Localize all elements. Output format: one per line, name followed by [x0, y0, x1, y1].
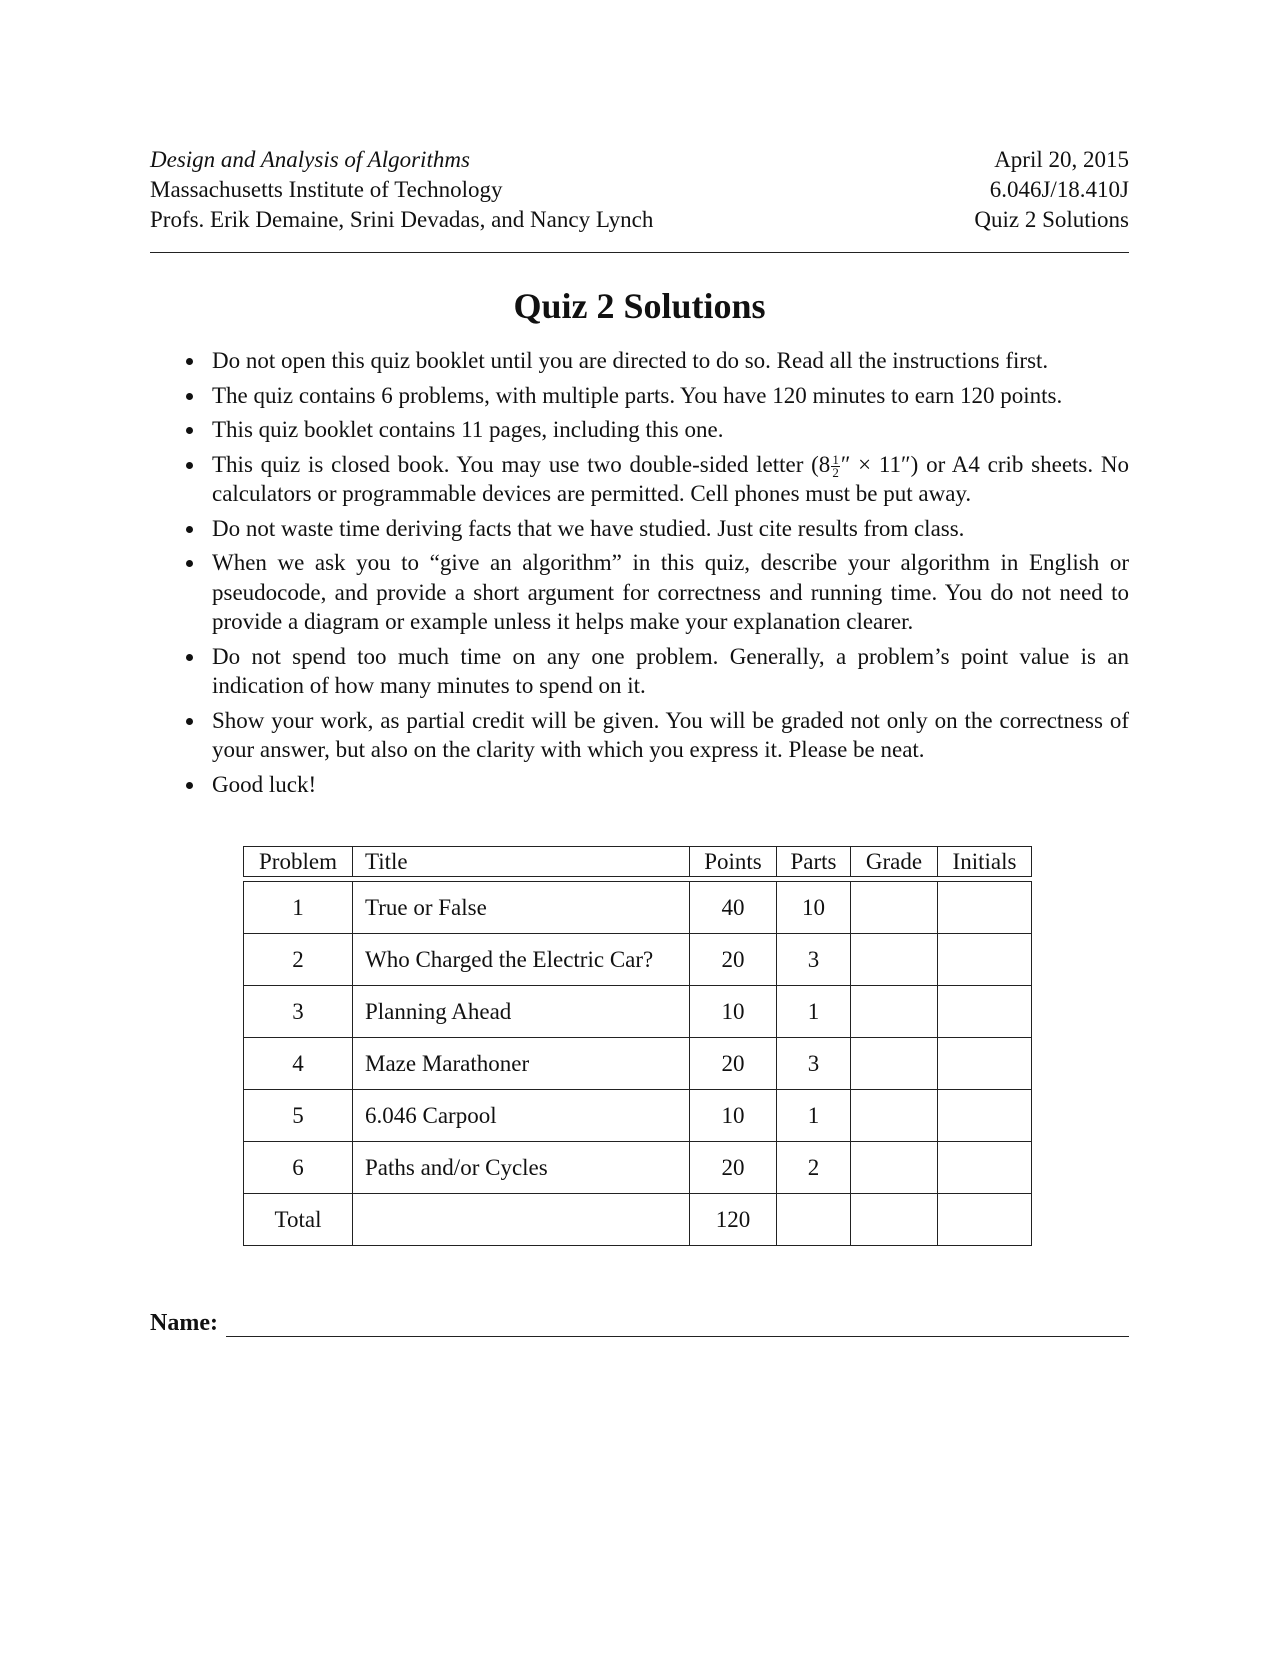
col-header-problem: Problem — [243, 846, 352, 877]
cell-initials — [937, 1194, 1032, 1246]
cell-title: 6.046 Carpool — [352, 1090, 689, 1142]
header-divider — [150, 252, 1129, 253]
bullet-icon — [186, 560, 193, 567]
cell-problem: Total — [243, 1194, 352, 1246]
course-number: 6.046J/18.410J — [989, 177, 1129, 202]
header-row-1 — [150, 145, 1129, 175]
grading-table-body — [243, 881, 1032, 1246]
cell-grade — [850, 881, 937, 934]
instruction-item — [180, 770, 1129, 800]
total-row — [243, 1194, 1032, 1246]
grading-table-header — [243, 846, 1032, 881]
bullet-icon — [186, 462, 193, 469]
cell-problem: 6 — [243, 1142, 352, 1194]
cell-title: Who Charged the Electric Car? — [352, 934, 689, 986]
col-header-points: Points — [689, 846, 776, 877]
instructions-list — [180, 346, 1129, 804]
cell-title: Maze Marathoner — [352, 1038, 689, 1090]
header-row — [243, 846, 1032, 877]
col-header-grade: Grade — [850, 846, 937, 877]
cell-problem: 5 — [243, 1090, 352, 1142]
instruction-item — [180, 548, 1129, 637]
cell-grade — [850, 1090, 937, 1142]
instruction-item — [180, 450, 1129, 509]
cell-parts: 1 — [776, 986, 850, 1038]
cell-initials — [937, 1090, 1032, 1142]
cell-title — [352, 1194, 689, 1246]
table-row — [243, 934, 1032, 986]
instruction-text-before: This quiz is closed book. You may use two double-sided letter (8 — [212, 451, 831, 477]
cell-points: 20 — [689, 934, 776, 986]
instruction-text: Show your work, as partial credit will be given. You will be graded not only on the correctness of your answer, but also on the clarity with which you express it. Please be neat. — [212, 707, 1129, 762]
instruction-item — [180, 346, 1129, 376]
course-name: Design and Analysis of Algorithms — [150, 147, 470, 172]
name-label: Name: — [150, 1310, 218, 1336]
instruction-text-after: ″ × 11″) or A4 crib sheets. No calculators or programmable devices are permitted. Cell phones must be put away. — [212, 451, 1130, 506]
bullet-icon — [186, 654, 193, 661]
cell-problem: 4 — [243, 1038, 352, 1090]
table-row — [243, 1090, 1032, 1142]
instruction-text: Do not spend too much time on any one problem. Generally, a problem’s point value is an indication of how many minutes to spend on it. — [212, 643, 1129, 698]
fraction-numerator: 1 — [832, 451, 839, 467]
cell-parts: 1 — [776, 1090, 850, 1142]
cell-points: 120 — [689, 1194, 776, 1246]
cell-points: 20 — [689, 1038, 776, 1090]
fraction — [831, 451, 840, 480]
cell-title: True or False — [352, 881, 689, 934]
bullet-icon — [186, 358, 193, 365]
bullet-icon — [186, 718, 193, 725]
institution-name: Massachusetts Institute of Technology — [150, 177, 503, 202]
cell-problem: 3 — [243, 986, 352, 1038]
cell-problem: 2 — [243, 934, 352, 986]
col-header-parts: Parts — [776, 846, 850, 877]
exam-date: April 20, 2015 — [994, 147, 1129, 172]
table-row — [243, 986, 1032, 1038]
bullet-icon — [186, 782, 193, 789]
cell-grade — [850, 1038, 937, 1090]
name-blank-line[interactable] — [226, 1312, 1129, 1337]
instruction-item — [180, 642, 1129, 701]
cell-initials — [937, 881, 1032, 934]
header-row-2 — [150, 175, 1129, 205]
cell-parts: 10 — [776, 881, 850, 934]
cell-parts: 2 — [776, 1142, 850, 1194]
name-field-row — [150, 1310, 1129, 1337]
cell-grade — [850, 1142, 937, 1194]
instruction-item — [180, 706, 1129, 765]
cell-initials — [937, 1142, 1032, 1194]
cell-points: 10 — [689, 1090, 776, 1142]
cell-parts: 3 — [776, 934, 850, 986]
instruction-item — [180, 381, 1129, 411]
cell-grade — [850, 1194, 937, 1246]
cell-points: 10 — [689, 986, 776, 1038]
instruction-text: The quiz contains 6 problems, with multiple parts. You have 120 minutes to earn 120 points. — [212, 382, 1063, 408]
bullet-icon — [186, 427, 193, 434]
cell-initials — [937, 986, 1032, 1038]
cell-parts: 3 — [776, 1038, 850, 1090]
cell-grade — [850, 934, 937, 986]
cell-title: Planning Ahead — [352, 986, 689, 1038]
cell-problem: 1 — [243, 881, 352, 934]
instruction-item — [180, 514, 1129, 544]
instruction-text: This quiz booklet contains 11 pages, including this one. — [212, 417, 724, 442]
table-row — [243, 1038, 1032, 1090]
cell-points: 20 — [689, 1142, 776, 1194]
fraction-denominator: 2 — [832, 464, 839, 480]
instruction-text: Do not waste time deriving facts that we have studied. Just cite results from class. — [212, 515, 965, 541]
bullet-icon — [186, 526, 193, 533]
cell-title: Paths and/or Cycles — [352, 1142, 689, 1194]
table-row — [243, 881, 1032, 934]
page-title: Quiz 2 Solutions — [513, 286, 766, 326]
instruction-text: Do not open this quiz booklet until you are directed to do so. Read all the instructions first. — [212, 348, 1049, 373]
document-header — [150, 145, 1129, 235]
instruction-text: When we ask you to “give an algorithm” in this quiz, describe your algorithm in English or pseudocode, and provide a short argument for correctness and running time. You do not need to provide a diagram or example unless it helps make your explanation clearer. — [212, 550, 1129, 634]
col-header-initials: Initials — [937, 846, 1032, 877]
cell-initials — [937, 934, 1032, 986]
table-row — [243, 1142, 1032, 1194]
header-row-3 — [150, 205, 1129, 235]
document-label: Quiz 2 Solutions — [974, 207, 1129, 232]
cell-initials — [937, 1038, 1032, 1090]
instruction-item — [180, 415, 1129, 445]
grading-table — [243, 846, 1032, 1246]
cell-parts — [776, 1194, 850, 1246]
cell-grade — [850, 986, 937, 1038]
col-header-title: Title — [352, 846, 689, 877]
bullet-icon — [186, 393, 193, 400]
professors-line: Profs. Erik Demaine, Srini Devadas, and Nancy Lynch — [150, 207, 654, 232]
cell-points: 40 — [689, 881, 776, 934]
instruction-text: Good luck! — [212, 771, 317, 797]
